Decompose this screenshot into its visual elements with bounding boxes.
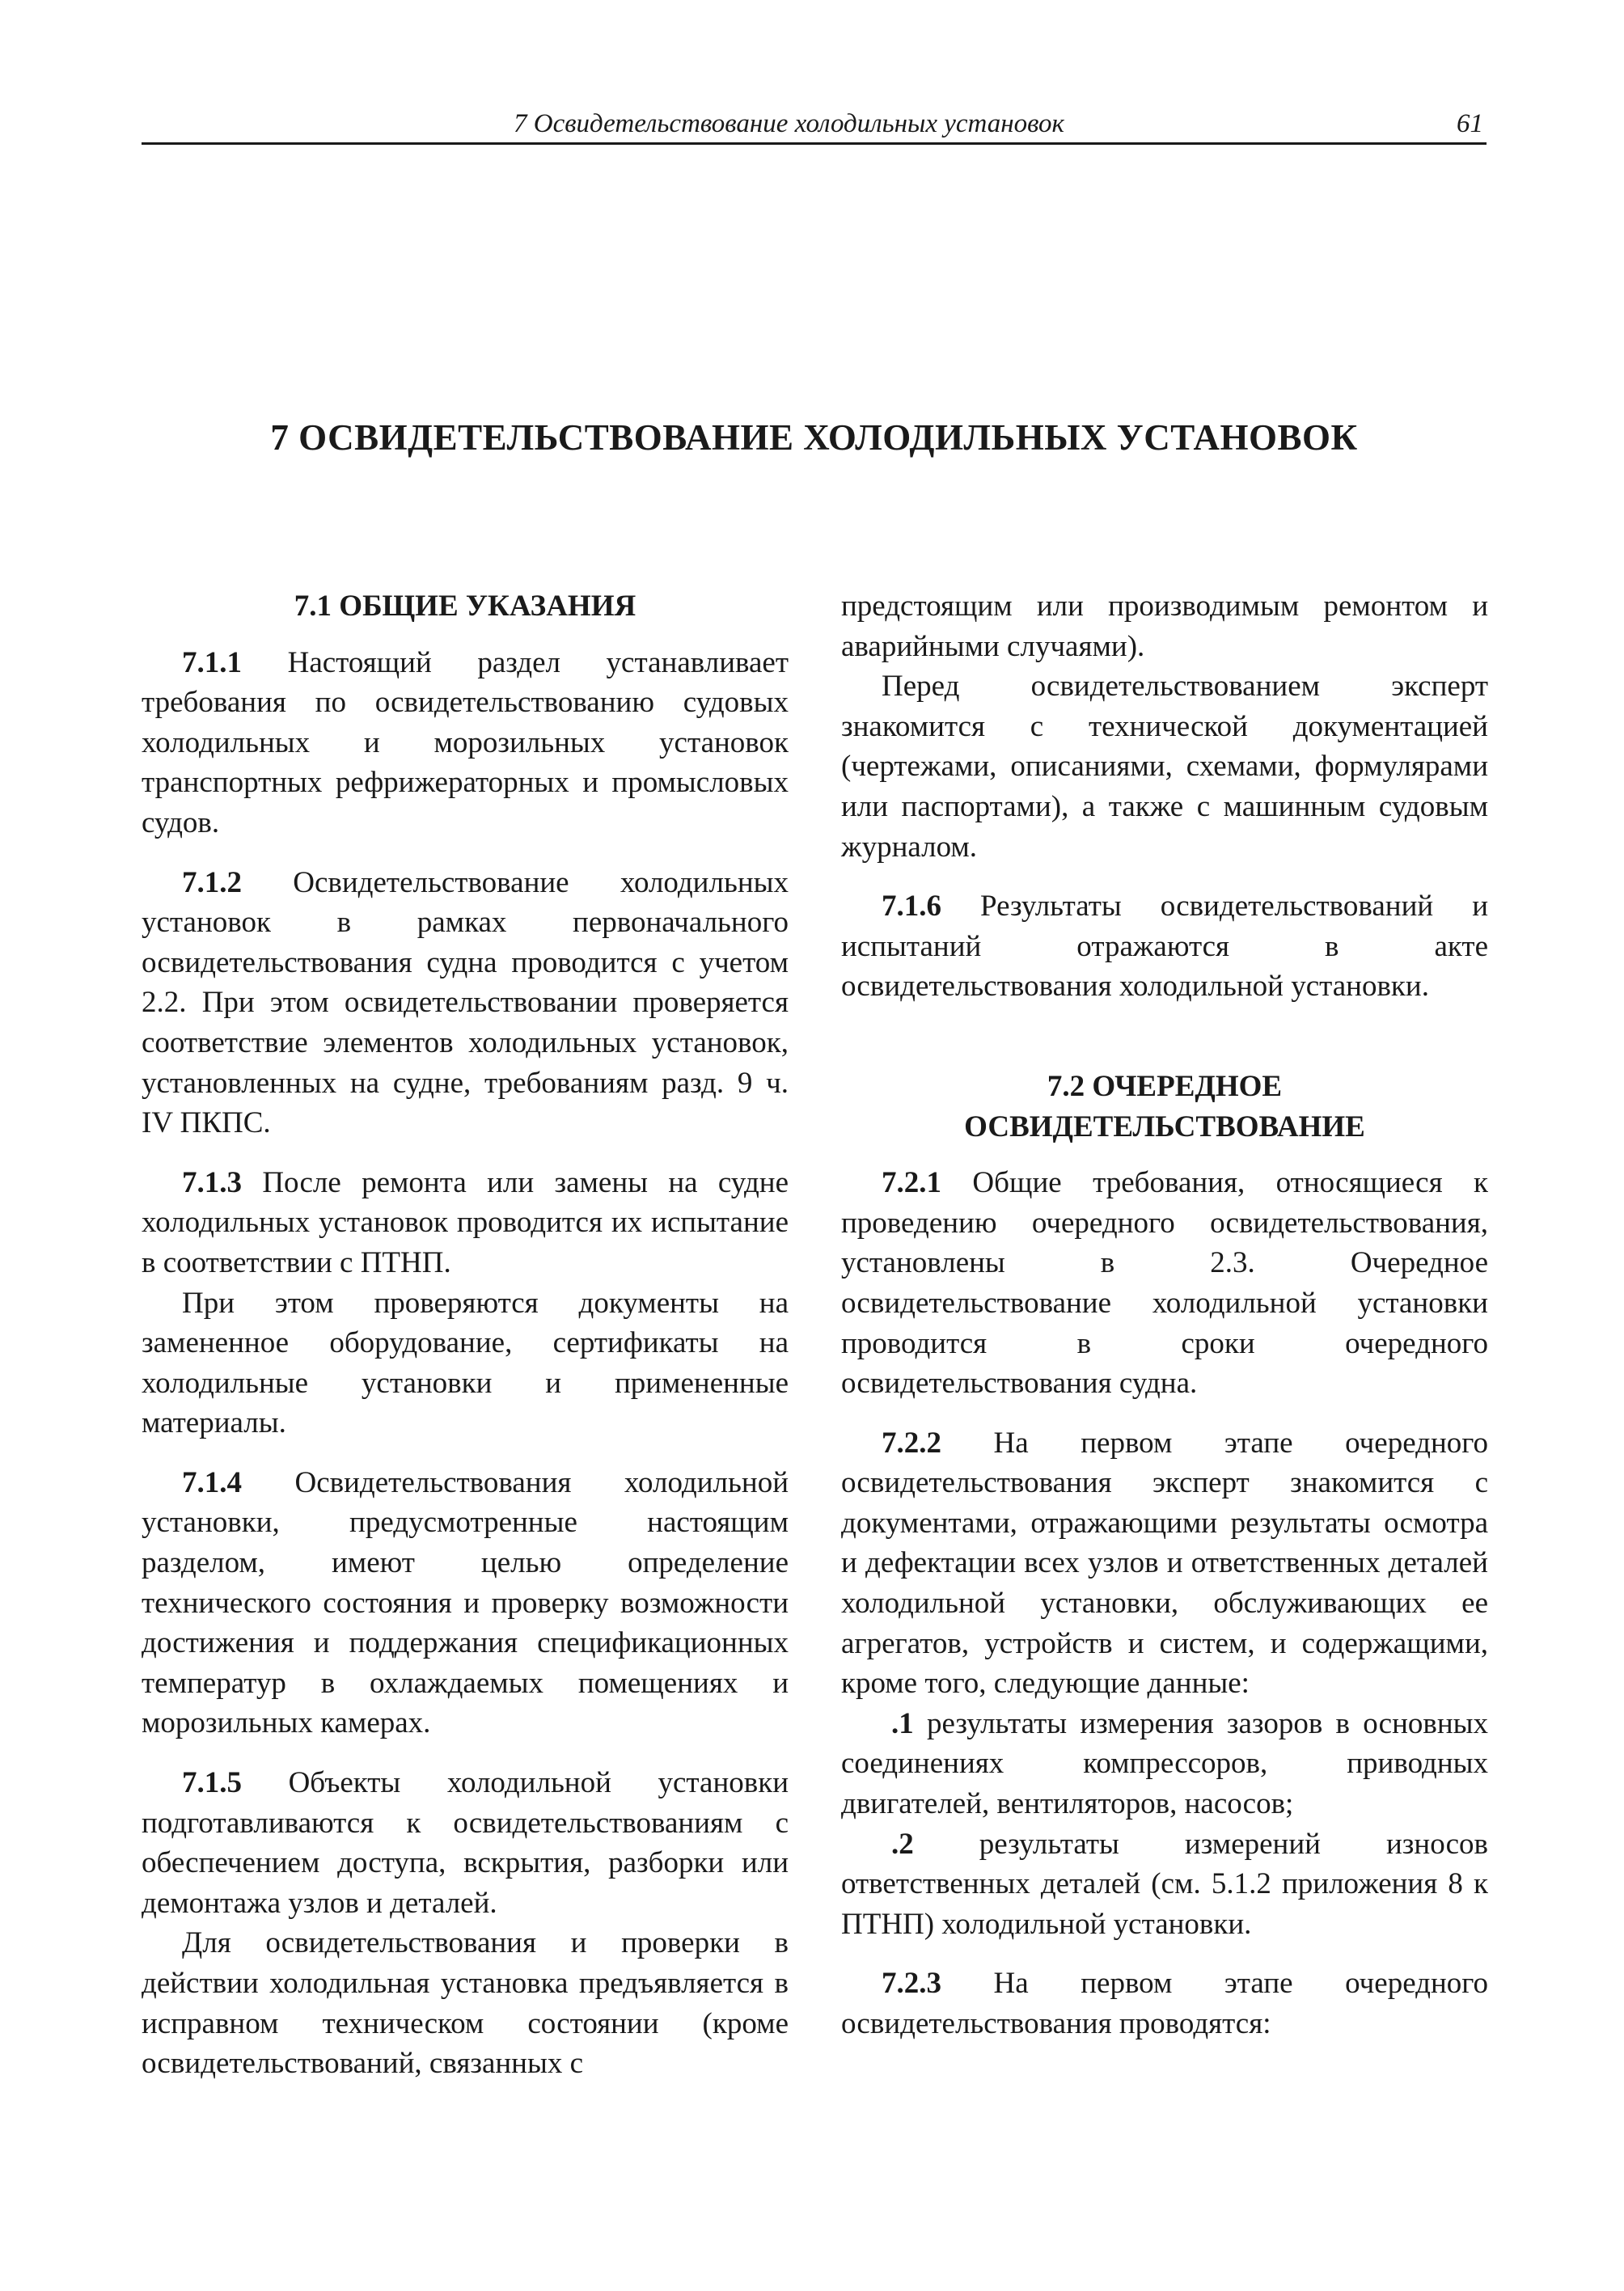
clause-number: 7.1.6 (882, 890, 941, 924)
paragraph-continued-from-left: предстоящим или производимым ремонтом и аварийными случаями). (841, 590, 1488, 663)
paragraph-7-1-5 (142, 1763, 789, 1923)
clause-number: 7.1.1 (182, 645, 242, 679)
item-text: результаты измерений износов ответственных деталей (см. 5.1.2 приложения 8 к ПТНП) холодильной установки. (841, 1827, 1489, 1941)
paragraph-7-1-5-continued: Для освидетельствования и проверки в действии холодильная установка предъявляется в исправном техническом состоянии (кроме освидетельствований, связанных с (142, 1926, 789, 2081)
paragraph-7-2-1 (841, 1163, 1488, 1404)
item-text: результаты измерения зазоров в основных соединениях компрессоров, приводных двигателей, вентиляторов, насосов; (841, 1706, 1489, 1821)
paragraph-7-2-3 (841, 1963, 1488, 2044)
paragraph-text: Общие требования, относящиеся к проведению очередного освидетельствования, установлены в 2.3. Очередное освидетельствование холодильной установки проводится в сроки очередного освидетельствования судна. (841, 1166, 1488, 1401)
paragraph-text: Освидетельствования холодильной установки, предусмотренные настоящим разделом, имеют целью определение технического состояния и проверку возможности достижения и поддержания спецификационных температур в охлаждаемых помещениях и морозильных камерах. (142, 1465, 789, 1740)
page-number: 61 (1457, 109, 1483, 138)
paragraph-before-survey: Перед освидетельствованием эксперт знакомится с технической документацией (чертежами, описаниями, схемами, формулярами или паспортами), а также с машинным судовым журналом. (841, 670, 1488, 864)
paragraph-text: Результаты освидетельствований и испытаний отражаются в акте освидетельствования холодильной установки. (841, 890, 1489, 1004)
section-title-line-2: ОСВИДЕТЕЛЬСТВОВАНИЕ (964, 1110, 1365, 1143)
section-title-line-1: 7.2 ОЧЕРЕДНОЕ (1047, 1069, 1283, 1103)
clause-number: 7.1.2 (182, 865, 242, 899)
section-title-7-1: 7.1 ОБЩИЕ УКАЗАНИЯ (294, 590, 636, 623)
paragraph-7-2-2 (841, 1423, 1488, 1704)
paragraph-text: На первом этапе очередного освидетельствования эксперт знакомится с документами, отражающими результаты осмотра и дефектации всех узлов и ответственных деталей холодильной установки, обслуживающих ее агрегатов, устройств и систем, и содержащими, кроме того, следующие данные: (841, 1426, 1489, 1701)
clause-number: 7.2.1 (882, 1166, 941, 1200)
item-number: .2 (891, 1827, 914, 1861)
paragraph-7-1-6 (841, 886, 1488, 1007)
paragraph-text: Настоящий раздел устанавливает требования по освидетельствованию судовых холодильных и морозильных установок транспортных рефрижераторных и промысловых судов. (142, 645, 789, 839)
running-head (142, 102, 1487, 145)
paragraph-7-1-3-continued: При этом проверяются документы на замененное оборудование, сертификаты на холодильные установки и примененные материалы. (142, 1286, 789, 1440)
clause-number: 7.1.5 (182, 1766, 242, 1800)
paragraph-text: На первом этапе очередного освидетельствования проводятся: (841, 1967, 1489, 2040)
paragraph-text: Объекты холодильной установки подготавливаются к освидетельствованиям с обеспечением доступа, вскрытия, разборки или демонтажа узлов и деталей. (142, 1766, 789, 1920)
item-number: .1 (891, 1706, 914, 1740)
paragraph-7-1-1 (142, 643, 789, 843)
paragraph-7-1-3 (142, 1163, 789, 1283)
clause-number: 7.1.4 (182, 1465, 242, 1499)
clause-number: 7.1.3 (182, 1165, 242, 1199)
list-item-1 (841, 1704, 1488, 1824)
paragraph-7-1-2 (142, 863, 789, 1143)
paragraph-text: После ремонта или замены на судне холодильных установок проводится их испытание в соответствии с ПТНП. (142, 1165, 789, 1279)
chapter-title: 7 ОСВИДЕТЕЛЬСТВОВАНИЕ ХОЛОДИЛЬНЫХ УСТАНОВОК (270, 417, 1358, 458)
left-column (142, 586, 789, 2084)
clause-number: 7.2.3 (882, 1967, 941, 2001)
list-item-2 (841, 1824, 1488, 1945)
right-column (841, 586, 1488, 2044)
section-title-7-2 (841, 1067, 1488, 1147)
running-head-title: 7 Освидетельствование холодильных установок (514, 109, 1064, 138)
paragraph-text: Освидетельствование холодильных установок в рамках первоначального освидетельствования судна проводится с учетом 2.2. При этом освидетельствовании проверяется соответствие элементов холодильных установок, установленных на судне, требованиям разд. 9 ч. IV ПКПС. (142, 865, 789, 1140)
paragraph-7-1-4 (142, 1463, 789, 1744)
clause-number: 7.2.2 (882, 1426, 941, 1460)
